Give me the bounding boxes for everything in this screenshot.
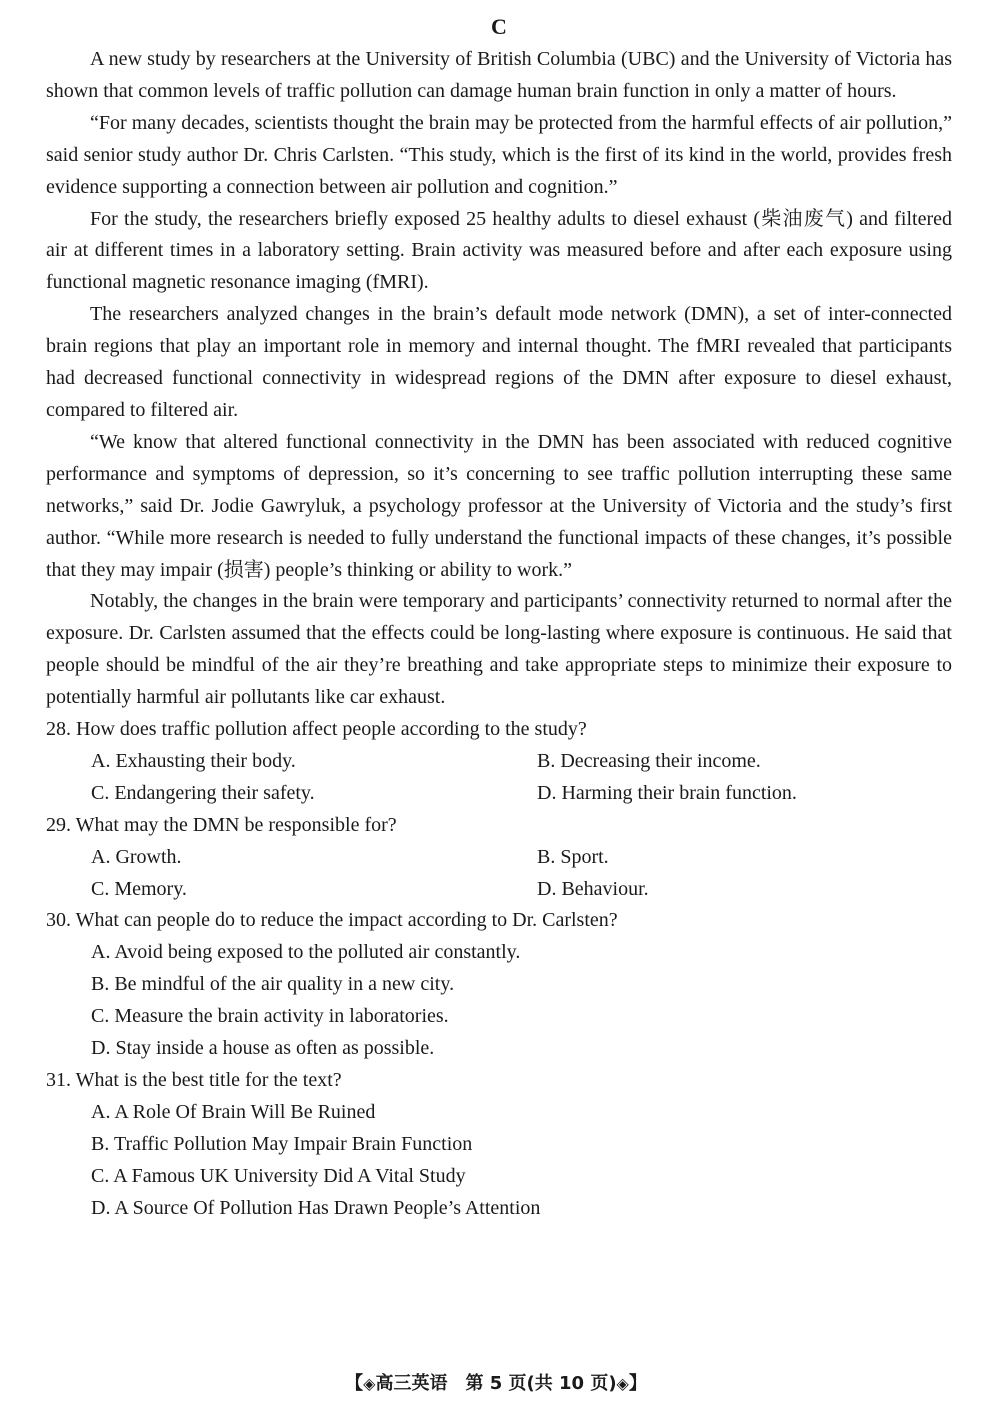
option-d: D. Stay inside a house as often as possible.: [91, 1037, 435, 1060]
question-stem: 28. How does traffic pollution affect people according to the study?: [46, 718, 587, 741]
option-c: C. Endangering their safety.: [91, 781, 315, 804]
footer-close-bracket: 】: [628, 1373, 647, 1394]
passage-paragraph-6: Notably, the changes in the brain were temporary and participants’ connectivity returned to normal after the exposure. Dr. Carlsten assumed that the effects could be long-lasting where exposure is continuous. He said that people should be mindful of the air they’re breathing and take appropriate steps to minimize their exposure to potentially harmful air pollutants like car exhaust.: [46, 590, 952, 709]
passage-paragraph-4: The researchers analyzed changes in the brain’s default mode network (DMN), a set of inter-connected brain regions that play an important role in memory and internal thought. The fMRI revealed that participants had decreased functional connectivity in widespread regions of the DMN after exposure to diesel exhaust, compared to filtered air.: [46, 303, 952, 421]
option-b: B. Sport.: [537, 845, 609, 868]
option-a: A. Avoid being exposed to the polluted air constantly.: [91, 941, 521, 964]
question-list: [46, 714, 952, 1225]
option-b: B. Decreasing their income.: [537, 749, 761, 772]
exam-page: [46, 12, 952, 1225]
question-30: [46, 905, 952, 1065]
option-list: [46, 1097, 952, 1225]
passage-paragraph-2: “For many decades, scientists thought the brain may be protected from the harmful effects of air pollution,” said senior study author Dr. Chris Carlsten. “This study, which is the first of its kind in the world, provides fresh evidence supporting a connection between air pollution and cognition.”: [46, 111, 952, 198]
passage-paragraph-1: A new study by researchers at the University of British Columbia (UBC) and the University of Victoria has shown that common levels of traffic pollution can damage human brain function in only a matter of hours.: [46, 48, 952, 102]
option-b: B. Be mindful of the air quality in a new city.: [91, 973, 455, 996]
footer-page-info: 高三英语 第 5 页(共 10 页): [375, 1373, 617, 1394]
option-a: A. Exhausting their body.: [91, 749, 296, 772]
option-d: D. Behaviour.: [537, 877, 649, 900]
option-c: C. A Famous UK University Did A Vital Study: [91, 1164, 466, 1187]
reading-passage: [46, 44, 952, 714]
passage-paragraph-5: “We know that altered functional connectivity in the DMN has been associated with reduced cognitive performance and symptoms of depression, so it’s concerning to see traffic pollution interrupting these same networks,” said Dr. Jodie Gawryluk, a psychology professor at the University of Victoria and the study’s first author. “While more research is needed to fully understand the functional impacts of these changes, it’s possible that they may impair (损害) people’s thinking or ability to work.”: [46, 430, 952, 581]
option-a: A. Growth.: [91, 845, 182, 868]
option-d: D. Harming their brain function.: [537, 781, 797, 804]
section-letter: C: [491, 14, 507, 39]
question-stem: 31. What is the best title for the text?: [46, 1069, 342, 1091]
option-c: C. Memory.: [91, 877, 187, 900]
question-28: [46, 714, 952, 810]
question-31: [46, 1065, 952, 1225]
passage-paragraph-3: For the study, the researchers briefly exposed 25 healthy adults to diesel exhaust (柴油废气) and filtered air at different times in a laboratory setting. Brain activity was measured before and after each exposure using functional magnetic resonance imaging (fMRI).: [46, 207, 952, 294]
footer-open-bracket: 【: [345, 1373, 364, 1394]
option-d: D. A Source Of Pollution Has Drawn People’s Attention: [91, 1196, 541, 1219]
question-stem: 29. What may the DMN be responsible for?: [46, 813, 397, 836]
question-29: [46, 810, 952, 906]
option-c: C. Measure the brain activity in laboratories.: [91, 1005, 449, 1028]
question-stem: 30. What can people do to reduce the impact according to Dr. Carlsten?: [46, 909, 618, 932]
page-footer: [0, 1372, 992, 1396]
option-grid: [46, 842, 952, 906]
diamond-icon: ◈: [616, 1374, 629, 1393]
diamond-icon: ◈: [363, 1374, 376, 1393]
option-list: [46, 937, 952, 1065]
option-grid: [46, 746, 952, 810]
option-a: A. A Role Of Brain Will Be Ruined: [91, 1100, 376, 1123]
option-b: B. Traffic Pollution May Impair Brain Function: [91, 1132, 473, 1155]
